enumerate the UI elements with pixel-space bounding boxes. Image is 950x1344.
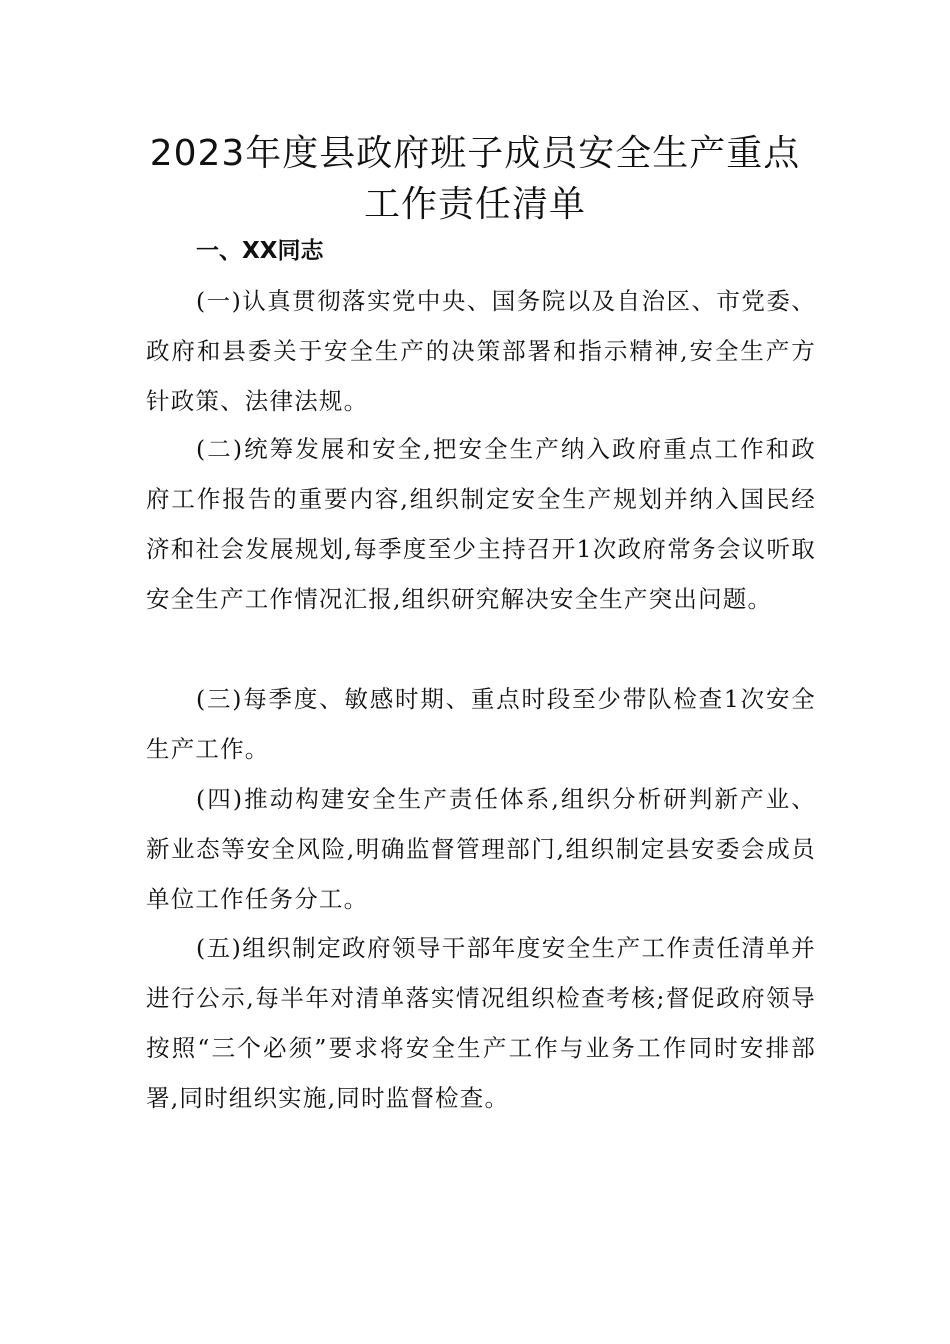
document-title-line-1: 2023年度县政府班子成员安全生产重点 — [149, 133, 801, 174]
paragraph-5: (五)组织制定政府领导干部年度安全生产工作责任清单并进行公示,每半年对清单落实情况组织检查考核;督促政府领导按照“三个必须”要求将安全生产工作与业务工作同时安排部署,同时组织实施,同时监督检查。 — [146, 934, 816, 1112]
document-title-line-2: 工作责任清单 — [363, 184, 586, 225]
section-heading: 一、XX同志 — [196, 238, 324, 264]
paragraph-1: (一)认真贯彻落实党中央、国务院以及自治区、市党委、政府和县委关于安全生产的决策部署和指示精神,安全生产方针政策、法律法规。 — [146, 287, 816, 415]
paragraph-4: (四)推动构建安全生产责任体系,组织分析研判新产业、新业态等安全风险,明确监督管理部门,组织制定县安委会成员单位工作任务分工。 — [146, 785, 816, 913]
paragraph-2: (二)统筹发展和安全,把安全生产纳入政府重点工作和政府工作报告的重要内容,组织制定安全生产规划并纳入国民经济和社会发展规划,每季度至少主持召开1次政府常务会议听取安全生产工作情况汇报,组织研究解决安全生产突出问题。 — [146, 435, 816, 613]
paragraph-3: (三)每季度、敏感时期、重点时段至少带队检查1次安全生产工作。 — [146, 685, 816, 763]
